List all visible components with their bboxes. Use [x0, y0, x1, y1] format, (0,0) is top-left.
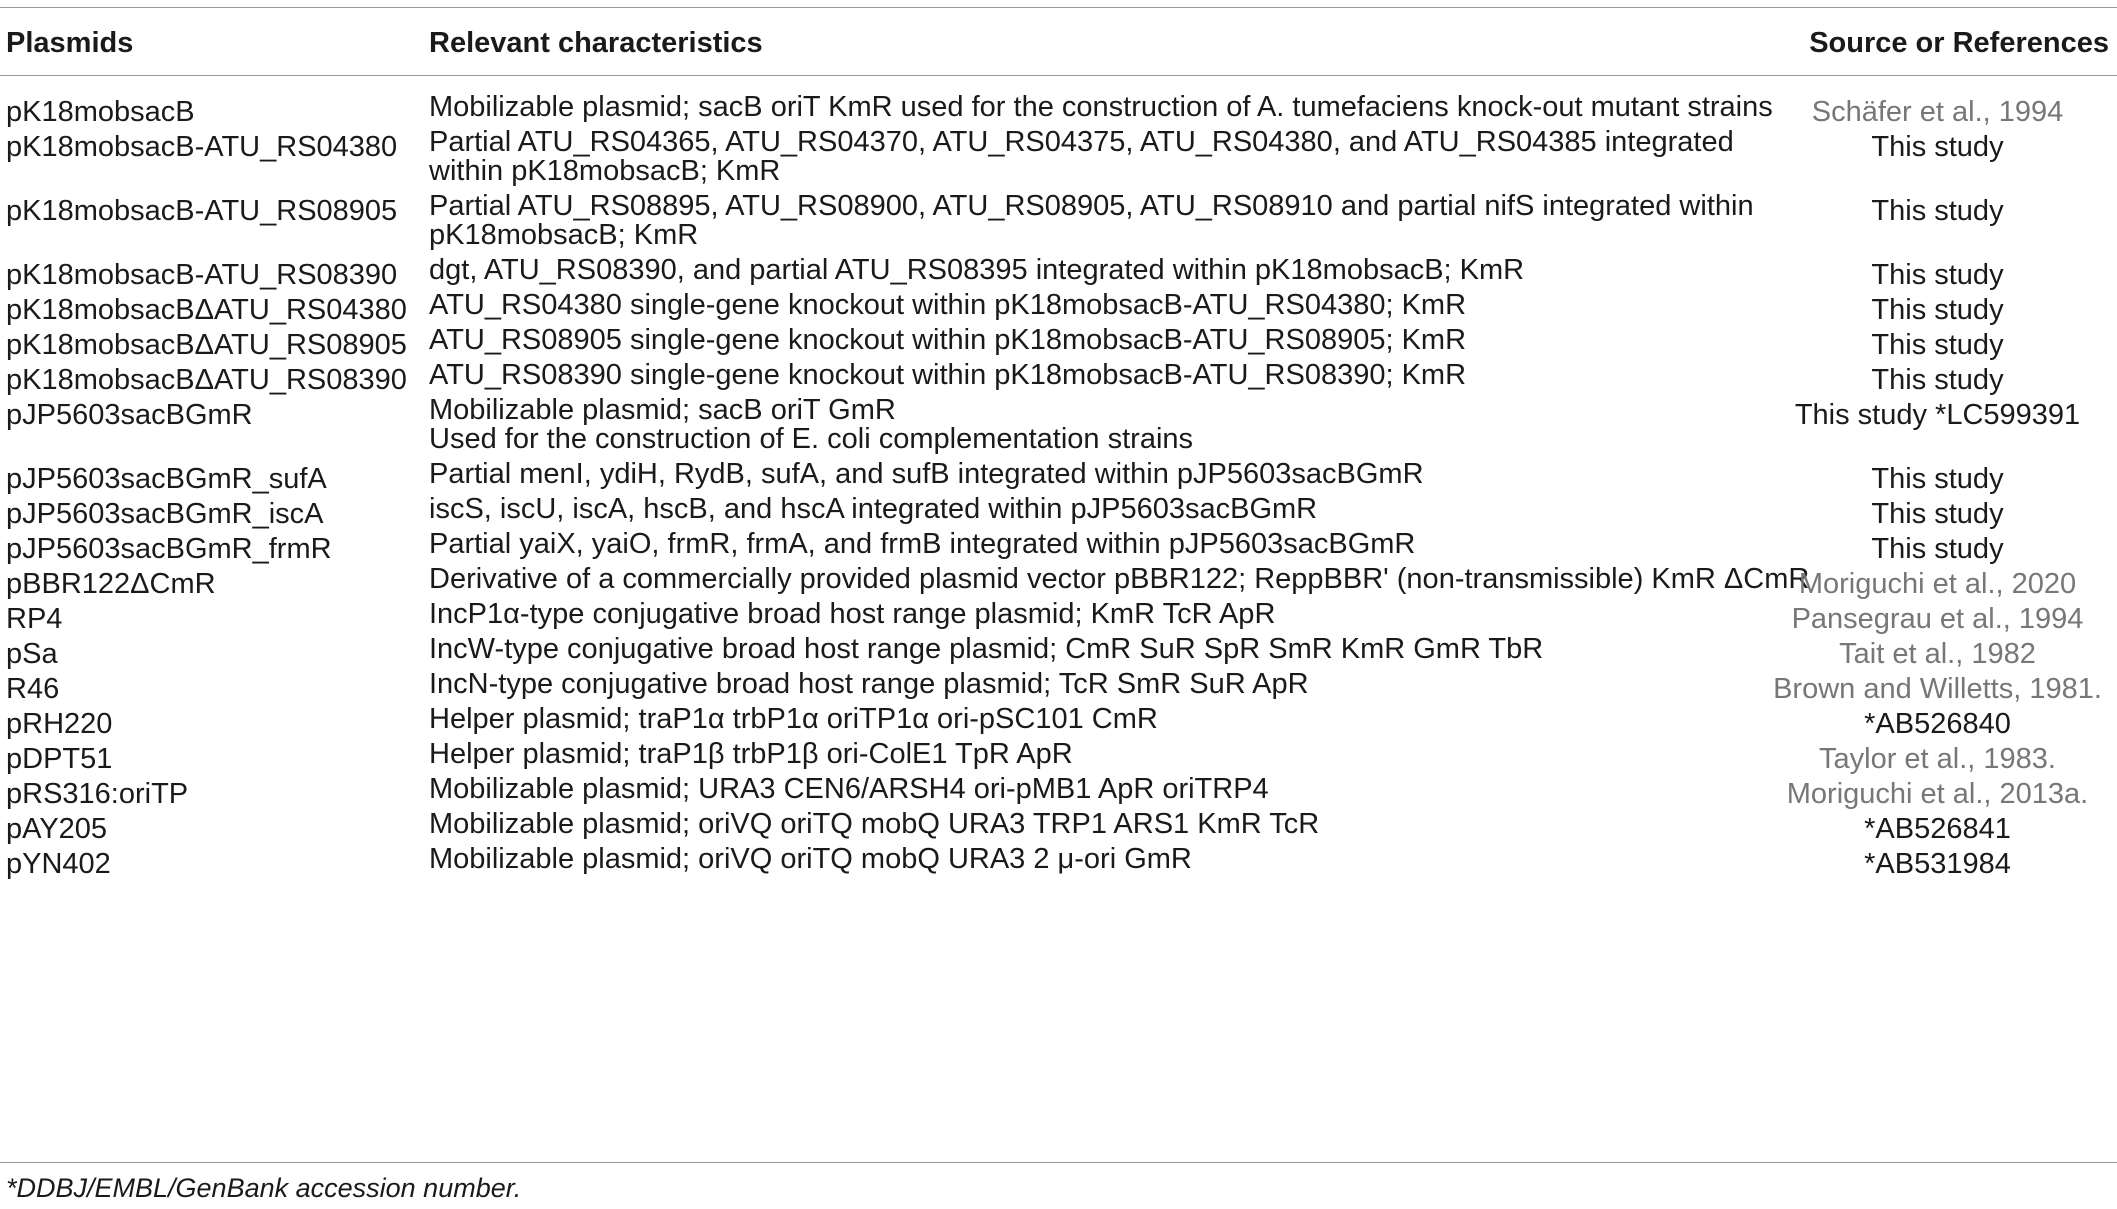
- table-row: [0, 187, 2117, 251]
- plasmid-source: Moriguchi et al., 2020: [1798, 568, 2077, 600]
- table-row: [0, 735, 2117, 775]
- plasmid-characteristics: [429, 529, 1769, 559]
- table-row: [0, 805, 2117, 845]
- table-row: [0, 560, 2117, 600]
- table-top-rule: [0, 7, 2117, 8]
- plasmid-source: This study: [1871, 294, 2004, 326]
- plasmid-source: Pansegrau et al., 1994: [1791, 603, 2084, 635]
- table-row: [0, 321, 2117, 361]
- table-row: [0, 490, 2117, 530]
- table-row: [0, 595, 2117, 635]
- plasmid-characteristics: [429, 127, 1769, 186]
- plasmid-characteristics: [429, 325, 1769, 355]
- table-row: [0, 123, 2117, 187]
- characteristics-line: Partial menI, ydiH, RydB, sufA, and sufB integrated within pJP5603sacBGmR: [429, 458, 1424, 490]
- header-characteristics: Relevant characteristics: [429, 27, 763, 59]
- table-footnote: *DDBJ/EMBL/GenBank accession number.: [6, 1173, 522, 1203]
- table-row: [0, 391, 2117, 455]
- plasmid-characteristics: [429, 395, 1769, 454]
- plasmid-name: pYN402: [6, 848, 111, 880]
- plasmid-source: Brown and Willetts, 1981.: [1773, 673, 2102, 705]
- table-row: [0, 665, 2117, 705]
- plasmid-name: pJP5603sacBGmR_frmR: [6, 533, 332, 565]
- characteristics-line: Derivative of a commercially provided plasmid vector pBBR122; ReppBBR' (non-transmissible) KmR ΔCmR: [429, 563, 1810, 595]
- plasmid-source: Moriguchi et al., 2013a.: [1786, 778, 2089, 810]
- characteristics-line: Mobilizable plasmid; URA3 CEN6/ARSH4 ori-pMB1 ApR oriTRP4: [429, 773, 1269, 805]
- table-row: [0, 286, 2117, 326]
- plasmid-characteristics: [429, 739, 1769, 769]
- table-header-rule: [0, 75, 2117, 76]
- plasmid-name: pK18mobsacB-ATU_RS04380: [6, 131, 398, 163]
- plasmid-source: This study: [1871, 329, 2004, 361]
- plasmid-characteristics: [429, 360, 1769, 390]
- table-bottom-rule: [0, 1162, 2117, 1163]
- characteristics-line: Used for the construction of E. coli complementation strains: [429, 423, 1194, 455]
- plasmid-characteristics: [429, 599, 1769, 629]
- plasmid-source: This study *LC599391: [1794, 399, 2081, 431]
- plasmid-characteristics: [429, 191, 1769, 250]
- characteristics-line: within pK18mobsacB; KmR: [429, 155, 781, 187]
- plasmid-characteristics: [429, 634, 1769, 664]
- header-plasmids: Plasmids: [6, 27, 134, 59]
- plasmid-characteristics: [429, 494, 1769, 524]
- plasmid-name: pK18mobsacBΔATU_RS04380: [6, 294, 407, 326]
- plasmid-name: pK18mobsacBΔATU_RS08905: [6, 329, 407, 361]
- characteristics-line: Mobilizable plasmid; sacB oriT GmR: [429, 394, 896, 426]
- plasmid-name: pBBR122ΔCmR: [6, 568, 216, 600]
- plasmid-source: Tait et al., 1982: [1839, 638, 2036, 670]
- plasmid-name: pJP5603sacBGmR_sufA: [6, 463, 327, 495]
- plasmid-characteristics: [429, 255, 1769, 285]
- plasmid-name: pRS316:oriTP: [6, 778, 189, 810]
- plasmid-name: pJP5603sacBGmR: [6, 399, 253, 431]
- plasmid-name: R46: [6, 673, 60, 705]
- plasmid-source: This study: [1871, 533, 2004, 565]
- characteristics-line: iscS, iscU, iscA, hscB, and hscA integrated within pJP5603sacBGmR: [429, 493, 1318, 525]
- characteristics-line: Helper plasmid; traP1β trbP1β ori-ColE1 TpR ApR: [429, 738, 1073, 770]
- plasmid-characteristics: [429, 809, 1769, 839]
- plasmid-name: pAY205: [6, 813, 108, 845]
- characteristics-line: IncN-type conjugative broad host range plasmid; TcR SmR SuR ApR: [429, 668, 1309, 700]
- plasmid-name: pDPT51: [6, 743, 113, 775]
- table-row: [0, 770, 2117, 810]
- table-row: [0, 356, 2117, 396]
- characteristics-line: ATU_RS04380 single-gene knockout within pK18mobsacB-ATU_RS04380; KmR: [429, 289, 1467, 321]
- plasmid-source: This study: [1871, 259, 2004, 291]
- characteristics-line: IncP1α-type conjugative broad host range plasmid; KmR TcR ApR: [429, 598, 1276, 630]
- table-row: [0, 455, 2117, 495]
- plasmid-characteristics: [429, 844, 1769, 874]
- plasmid-name: pJP5603sacBGmR_iscA: [6, 498, 324, 530]
- plasmid-characteristics: [429, 290, 1769, 320]
- header-source: Source or References: [1809, 27, 2109, 59]
- plasmid-characteristics: [429, 563, 1810, 595]
- plasmid-name: pK18mobsacB-ATU_RS08390: [6, 259, 398, 291]
- characteristics-line: dgt, ATU_RS08390, and partial ATU_RS08395 integrated within pK18mobsacB; KmR: [429, 254, 1525, 286]
- plasmid-characteristics: [429, 774, 1769, 804]
- characteristics-line: Partial yaiX, yaiO, frmR, frmA, and frmB integrated within pJP5603sacBGmR: [429, 528, 1416, 560]
- plasmid-characteristics: [429, 459, 1769, 489]
- table-row: [0, 88, 2117, 128]
- plasmid-source: *AB531984: [1864, 848, 2011, 880]
- plasmid-name: pK18mobsacB: [6, 96, 195, 128]
- characteristics-line: ATU_RS08390 single-gene knockout within pK18mobsacB-ATU_RS08390; KmR: [429, 359, 1467, 391]
- characteristics-line: Partial ATU_RS08895, ATU_RS08900, ATU_RS08905, ATU_RS08910 and partial nifS integrated within: [429, 190, 1754, 222]
- plasmid-source: *AB526840: [1864, 708, 2011, 740]
- plasmid-name: pK18mobsacB-ATU_RS08905: [6, 195, 398, 227]
- table-row: [0, 251, 2117, 291]
- table-row: [0, 700, 2117, 740]
- table-header-row: [0, 18, 2117, 68]
- characteristics-line: ATU_RS08905 single-gene knockout within pK18mobsacB-ATU_RS08905; KmR: [429, 324, 1467, 356]
- plasmid-source: Schäfer et al., 1994: [1811, 96, 2064, 128]
- characteristics-line: Partial ATU_RS04365, ATU_RS04370, ATU_RS04375, ATU_RS04380, and ATU_RS04385 integrated: [429, 126, 1734, 158]
- plasmid-source: This study: [1871, 195, 2004, 227]
- plasmid-name: pRH220: [6, 708, 113, 740]
- plasmid-name: pSa: [6, 638, 58, 670]
- plasmid-characteristics: [429, 704, 1769, 734]
- characteristics-line: Mobilizable plasmid; oriVQ oriTQ mobQ URA3 TRP1 ARS1 KmR TcR: [429, 808, 1320, 840]
- plasmid-source: *AB526841: [1864, 813, 2011, 845]
- plasmid-name: pK18mobsacBΔATU_RS08390: [6, 364, 407, 396]
- plasmid-name: RP4: [6, 603, 63, 635]
- table-row: [0, 525, 2117, 565]
- characteristics-line: Mobilizable plasmid; oriVQ oriTQ mobQ URA3 2 μ-ori GmR: [429, 843, 1192, 875]
- table-row: [0, 840, 2117, 880]
- plasmid-characteristics: [429, 91, 1773, 123]
- plasmid-source: This study: [1871, 364, 2004, 396]
- characteristics-line: Mobilizable plasmid; sacB oriT KmR used for the construction of A. tumefaciens knock-out mutant strains: [429, 91, 1773, 123]
- table-row: [0, 630, 2117, 670]
- characteristics-line: Helper plasmid; traP1α trbP1α oriTP1α ori-pSC101 CmR: [429, 703, 1158, 735]
- plasmid-source: This study: [1871, 463, 2004, 495]
- characteristics-line: IncW-type conjugative broad host range plasmid; CmR SuR SpR SmR KmR GmR TbR: [429, 633, 1544, 665]
- table-body: [0, 88, 2117, 880]
- plasmid-source: Taylor et al., 1983.: [1819, 743, 2056, 775]
- plasmid-source: This study: [1871, 498, 2004, 530]
- characteristics-line: pK18mobsacB; KmR: [429, 219, 699, 251]
- plasmid-characteristics: [429, 669, 1769, 699]
- plasmid-source: This study: [1871, 131, 2004, 163]
